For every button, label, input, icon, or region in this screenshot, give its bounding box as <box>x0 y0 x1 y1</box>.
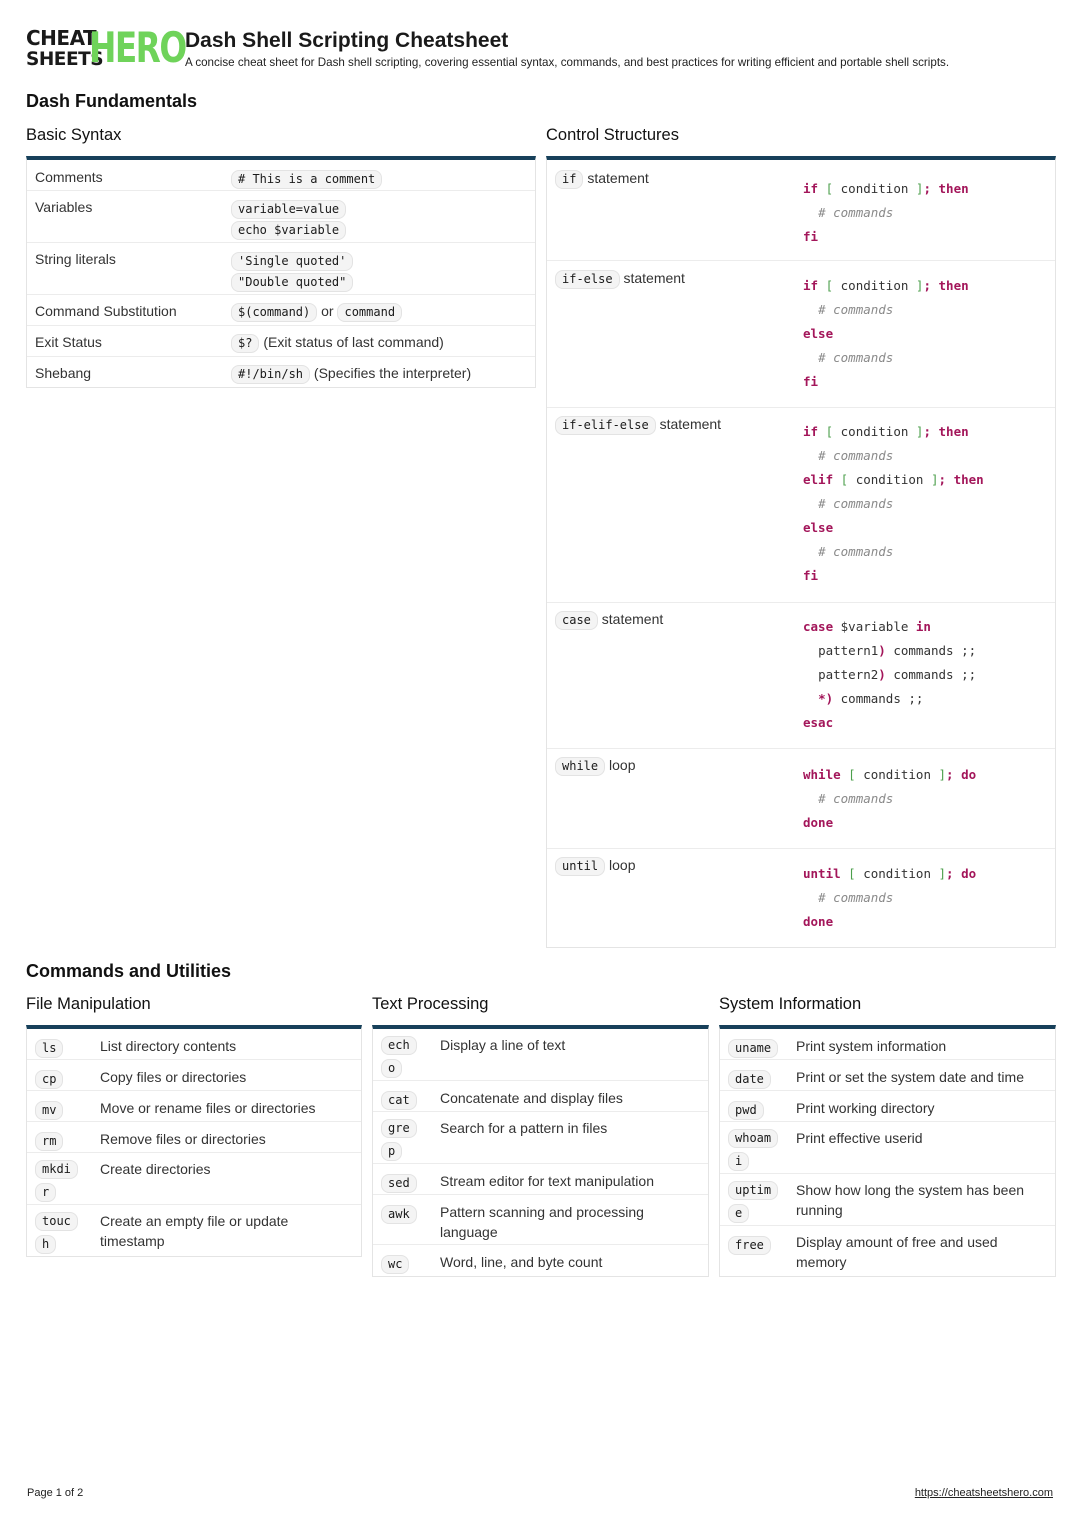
row-label: Shebang <box>35 365 92 381</box>
command-description: Move or rename files or directories <box>100 1100 316 1116</box>
command-description: Create directories <box>100 1161 211 1177</box>
card-title-text-processing: Text Processing <box>372 995 489 1013</box>
row-label: Comments <box>35 169 103 185</box>
logo-word-hero: HERO <box>89 23 186 72</box>
command-description: Remove files or directories <box>100 1131 266 1147</box>
table-row <box>720 1226 1055 1278</box>
command-description: Word, line, and byte count <box>440 1254 603 1270</box>
section-title-commands: Commands and Utilities <box>26 961 232 981</box>
command-description: Print or set the system date and time <box>796 1069 1024 1085</box>
table-row <box>27 1029 361 1060</box>
table-row <box>373 1164 708 1195</box>
text-processing-card <box>372 1025 709 1277</box>
table-row <box>720 1091 1055 1122</box>
row-label: Command Substitution <box>35 303 177 319</box>
card-title-system-information: System Information <box>719 995 862 1013</box>
table-row <box>720 1060 1055 1091</box>
code-snippet: command <box>337 303 402 322</box>
logo-word-sheets: SHEETS <box>26 49 104 70</box>
row-label: statement <box>623 270 685 286</box>
command-description: Concatenate and display files <box>440 1090 623 1106</box>
table-row <box>547 749 1055 849</box>
code-snippet: $? <box>231 334 259 353</box>
code-snippet: #!/bin/sh <box>231 365 310 384</box>
table-row <box>27 160 535 191</box>
code-example: until [ condition ]; do # commands done <box>803 866 977 929</box>
logo-word-cheat: CHEAT <box>26 26 97 50</box>
row-label: Variables <box>35 199 93 215</box>
table-row <box>27 1205 361 1257</box>
control-structures-card <box>546 156 1056 948</box>
command-description: Display amount of free and used memory <box>796 1234 998 1270</box>
command-code: free <box>728 1236 771 1255</box>
command-description: Print effective userid <box>796 1130 923 1146</box>
table-row <box>27 1091 361 1122</box>
code-snippet: "Double quoted" <box>231 273 353 292</box>
code-snippet: if <box>555 170 583 189</box>
command-description: Print system information <box>796 1038 947 1054</box>
command-code: wc <box>381 1255 409 1274</box>
code-example: case $variable in pattern1) commands ;; pattern2) commands ;; *) commands ;; esac <box>803 619 977 730</box>
command-description: Show how long the system has been running <box>796 1182 1025 1218</box>
command-description: Search for a pattern in files <box>440 1120 608 1136</box>
table-row <box>27 243 535 295</box>
command-code: rm <box>35 1132 63 1151</box>
card-title-file-manipulation: File Manipulation <box>26 995 151 1013</box>
code-snippet: while <box>555 757 605 776</box>
command-code: pwd <box>728 1101 764 1120</box>
code-example: if [ condition ]; then # commands fi <box>803 181 969 244</box>
code-snippet: if-else <box>555 270 620 289</box>
command-description: Pattern scanning and processing language <box>440 1204 644 1240</box>
table-row <box>720 1174 1055 1226</box>
code-snippet: echo $variable <box>231 221 346 240</box>
command-code: mv <box>35 1101 63 1120</box>
command-code: touc h <box>35 1211 78 1257</box>
site-link[interactable]: https://cheatsheetshero.com <box>914 1487 1053 1499</box>
table-row <box>547 849 1055 948</box>
page-title: Dash Shell Scripting Cheatsheet <box>185 29 509 52</box>
command-description: Stream editor for text manipulation <box>440 1173 654 1189</box>
row-label: statement <box>659 416 722 432</box>
file-manipulation-card <box>26 1025 362 1257</box>
connector-text: or <box>321 303 334 319</box>
code-example: if [ condition ]; then # commands else # commands fi <box>803 278 969 389</box>
table-row <box>373 1081 708 1112</box>
table-row <box>720 1122 1055 1174</box>
command-code: awk <box>381 1205 417 1224</box>
command-code: whoam i <box>728 1128 778 1174</box>
table-row <box>27 1060 361 1091</box>
page-subtitle: A concise cheat sheet for Dash shell scripting, covering essential syntax, commands, and best practices for writing efficient and portable shell scripts. <box>185 56 950 69</box>
system-information-card <box>719 1025 1056 1277</box>
command-description: List directory contents <box>100 1038 237 1054</box>
table-row <box>373 1245 708 1276</box>
table-row <box>373 1029 708 1081</box>
command-code: uptim e <box>728 1180 778 1226</box>
card-title-control-structures: Control Structures <box>546 126 679 144</box>
table-row <box>373 1112 708 1164</box>
table-row <box>547 408 1055 603</box>
code-snippet: case <box>555 611 598 630</box>
code-snippet: until <box>555 857 605 876</box>
code-snippet: variable=value <box>231 200 346 219</box>
row-label: loop <box>609 757 636 773</box>
table-row <box>27 1153 361 1205</box>
row-note: (Specifies the interpreter) <box>313 365 472 381</box>
row-label: statement <box>587 170 649 186</box>
row-note: (Exit status of last command) <box>263 334 444 350</box>
command-code: cat <box>381 1091 417 1110</box>
table-row <box>27 191 535 243</box>
command-code: uname <box>728 1039 778 1058</box>
table-row <box>27 295 535 326</box>
table-row <box>547 261 1055 408</box>
row-label: Exit Status <box>35 334 102 350</box>
code-example: while [ condition ]; do # commands done <box>803 767 977 830</box>
basic-syntax-card <box>26 156 536 388</box>
code-example: if [ condition ]; then # commands elif [ condition ]; then # commands else # commands fi <box>803 424 984 583</box>
command-code: ech o <box>381 1035 417 1081</box>
command-code: sed <box>381 1174 417 1193</box>
table-row <box>27 326 535 357</box>
command-code: date <box>728 1070 771 1089</box>
logo[interactable] <box>26 23 186 72</box>
row-label: loop <box>609 857 636 873</box>
table-row <box>547 160 1055 261</box>
code-snippet: 'Single quoted' <box>231 252 353 271</box>
row-label: String literals <box>35 251 116 267</box>
table-row <box>27 357 535 388</box>
table-row <box>27 1122 361 1153</box>
code-snippet: $(command) <box>231 303 317 322</box>
command-description: Create an empty file or update timestamp <box>100 1213 289 1249</box>
table-row <box>373 1195 708 1245</box>
command-description: Display a line of text <box>440 1037 566 1053</box>
code-snippet: # This is a comment <box>231 170 382 189</box>
command-code: cp <box>35 1070 63 1089</box>
section-title-fundamentals: Dash Fundamentals <box>26 91 198 111</box>
code-snippet: if-elif-else <box>555 416 656 435</box>
command-description: Print working directory <box>796 1100 935 1116</box>
page-number: Page 1 of 2 <box>27 1487 84 1499</box>
card-title-basic-syntax: Basic Syntax <box>26 126 122 144</box>
table-row <box>547 603 1055 749</box>
command-code: mkdi r <box>35 1159 78 1205</box>
table-row <box>720 1029 1055 1060</box>
command-code: gre p <box>381 1118 417 1164</box>
command-code: ls <box>35 1039 63 1058</box>
command-description: Copy files or directories <box>100 1069 247 1085</box>
row-label: statement <box>601 611 664 627</box>
